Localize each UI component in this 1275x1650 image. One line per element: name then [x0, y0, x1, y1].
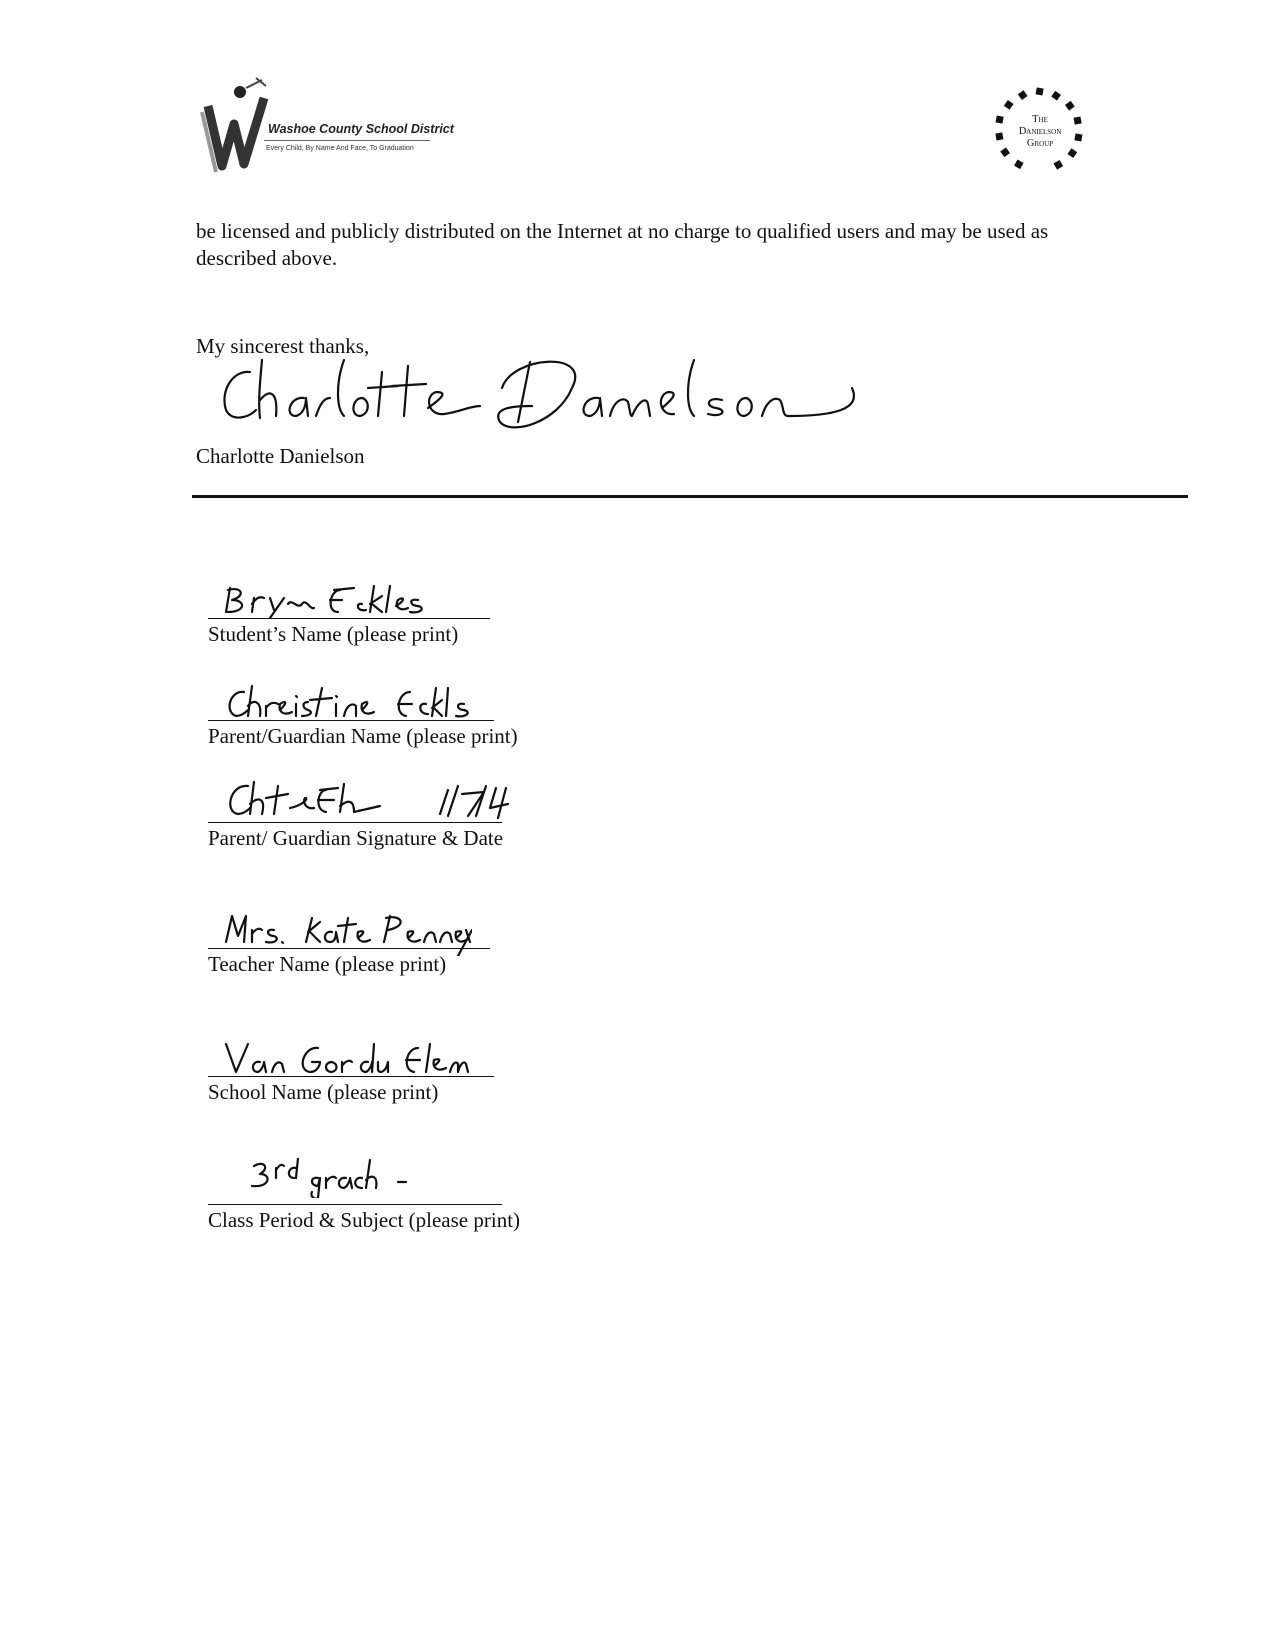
student-name-underline	[208, 618, 490, 619]
student-name-label: Student’s Name (please print)	[208, 622, 459, 646]
student-name-field[interactable]	[208, 582, 808, 652]
district-tagline: Every Child, By Name And Face, To Graduation	[266, 145, 414, 152]
teacher-name-handwriting	[222, 912, 472, 956]
school-name-underline	[208, 1076, 494, 1077]
teacher-name-label: Teacher Name (please print)	[208, 952, 447, 976]
parent-signature-handwriting	[222, 780, 522, 820]
class-subject-field[interactable]	[208, 1168, 808, 1238]
parent-name-field[interactable]	[208, 684, 808, 754]
class-subject-handwriting	[248, 1158, 448, 1198]
school-name-handwriting	[222, 1040, 472, 1076]
letter-body: be licensed and publicly distributed on the Internet at no charge to qualified users and may be used as described above.	[196, 219, 1049, 270]
district-logo	[200, 76, 454, 188]
school-name-field[interactable]	[208, 1040, 808, 1110]
danielson-group-logo	[990, 86, 1090, 186]
signer-name: Charlotte Danielson	[196, 444, 365, 468]
danielson-logo-line: Danielson	[1018, 126, 1062, 137]
district-name: Washoe County School District	[268, 122, 454, 136]
parent-name-handwriting	[222, 684, 472, 720]
teacher-name-field[interactable]	[208, 912, 808, 982]
teacher-name-underline	[208, 948, 490, 949]
parent-signature-label: Parent/ Guardian Signature & Date	[208, 826, 504, 850]
charlotte-danielson-signature	[212, 352, 902, 440]
student-name-handwriting	[222, 582, 442, 618]
section-divider	[192, 495, 1188, 498]
parent-signature-field[interactable]	[208, 786, 808, 856]
district-swoosh-icon	[200, 76, 272, 180]
class-subject-underline	[208, 1204, 502, 1205]
danielson-logo-line: The	[1032, 114, 1048, 125]
parent-name-underline	[208, 720, 494, 721]
district-logo-rule	[264, 140, 430, 141]
school-name-label: School Name (please print)	[208, 1080, 439, 1104]
letter-closing: My sincerest thanks,	[196, 334, 370, 358]
danielson-logo-line: Group	[1026, 138, 1054, 149]
parent-signature-underline	[208, 822, 502, 823]
class-subject-label: Class Period & Subject (please print)	[208, 1208, 521, 1232]
danielson-logo-text	[990, 114, 1090, 150]
parent-name-label: Parent/Guardian Name (please print)	[208, 724, 518, 748]
